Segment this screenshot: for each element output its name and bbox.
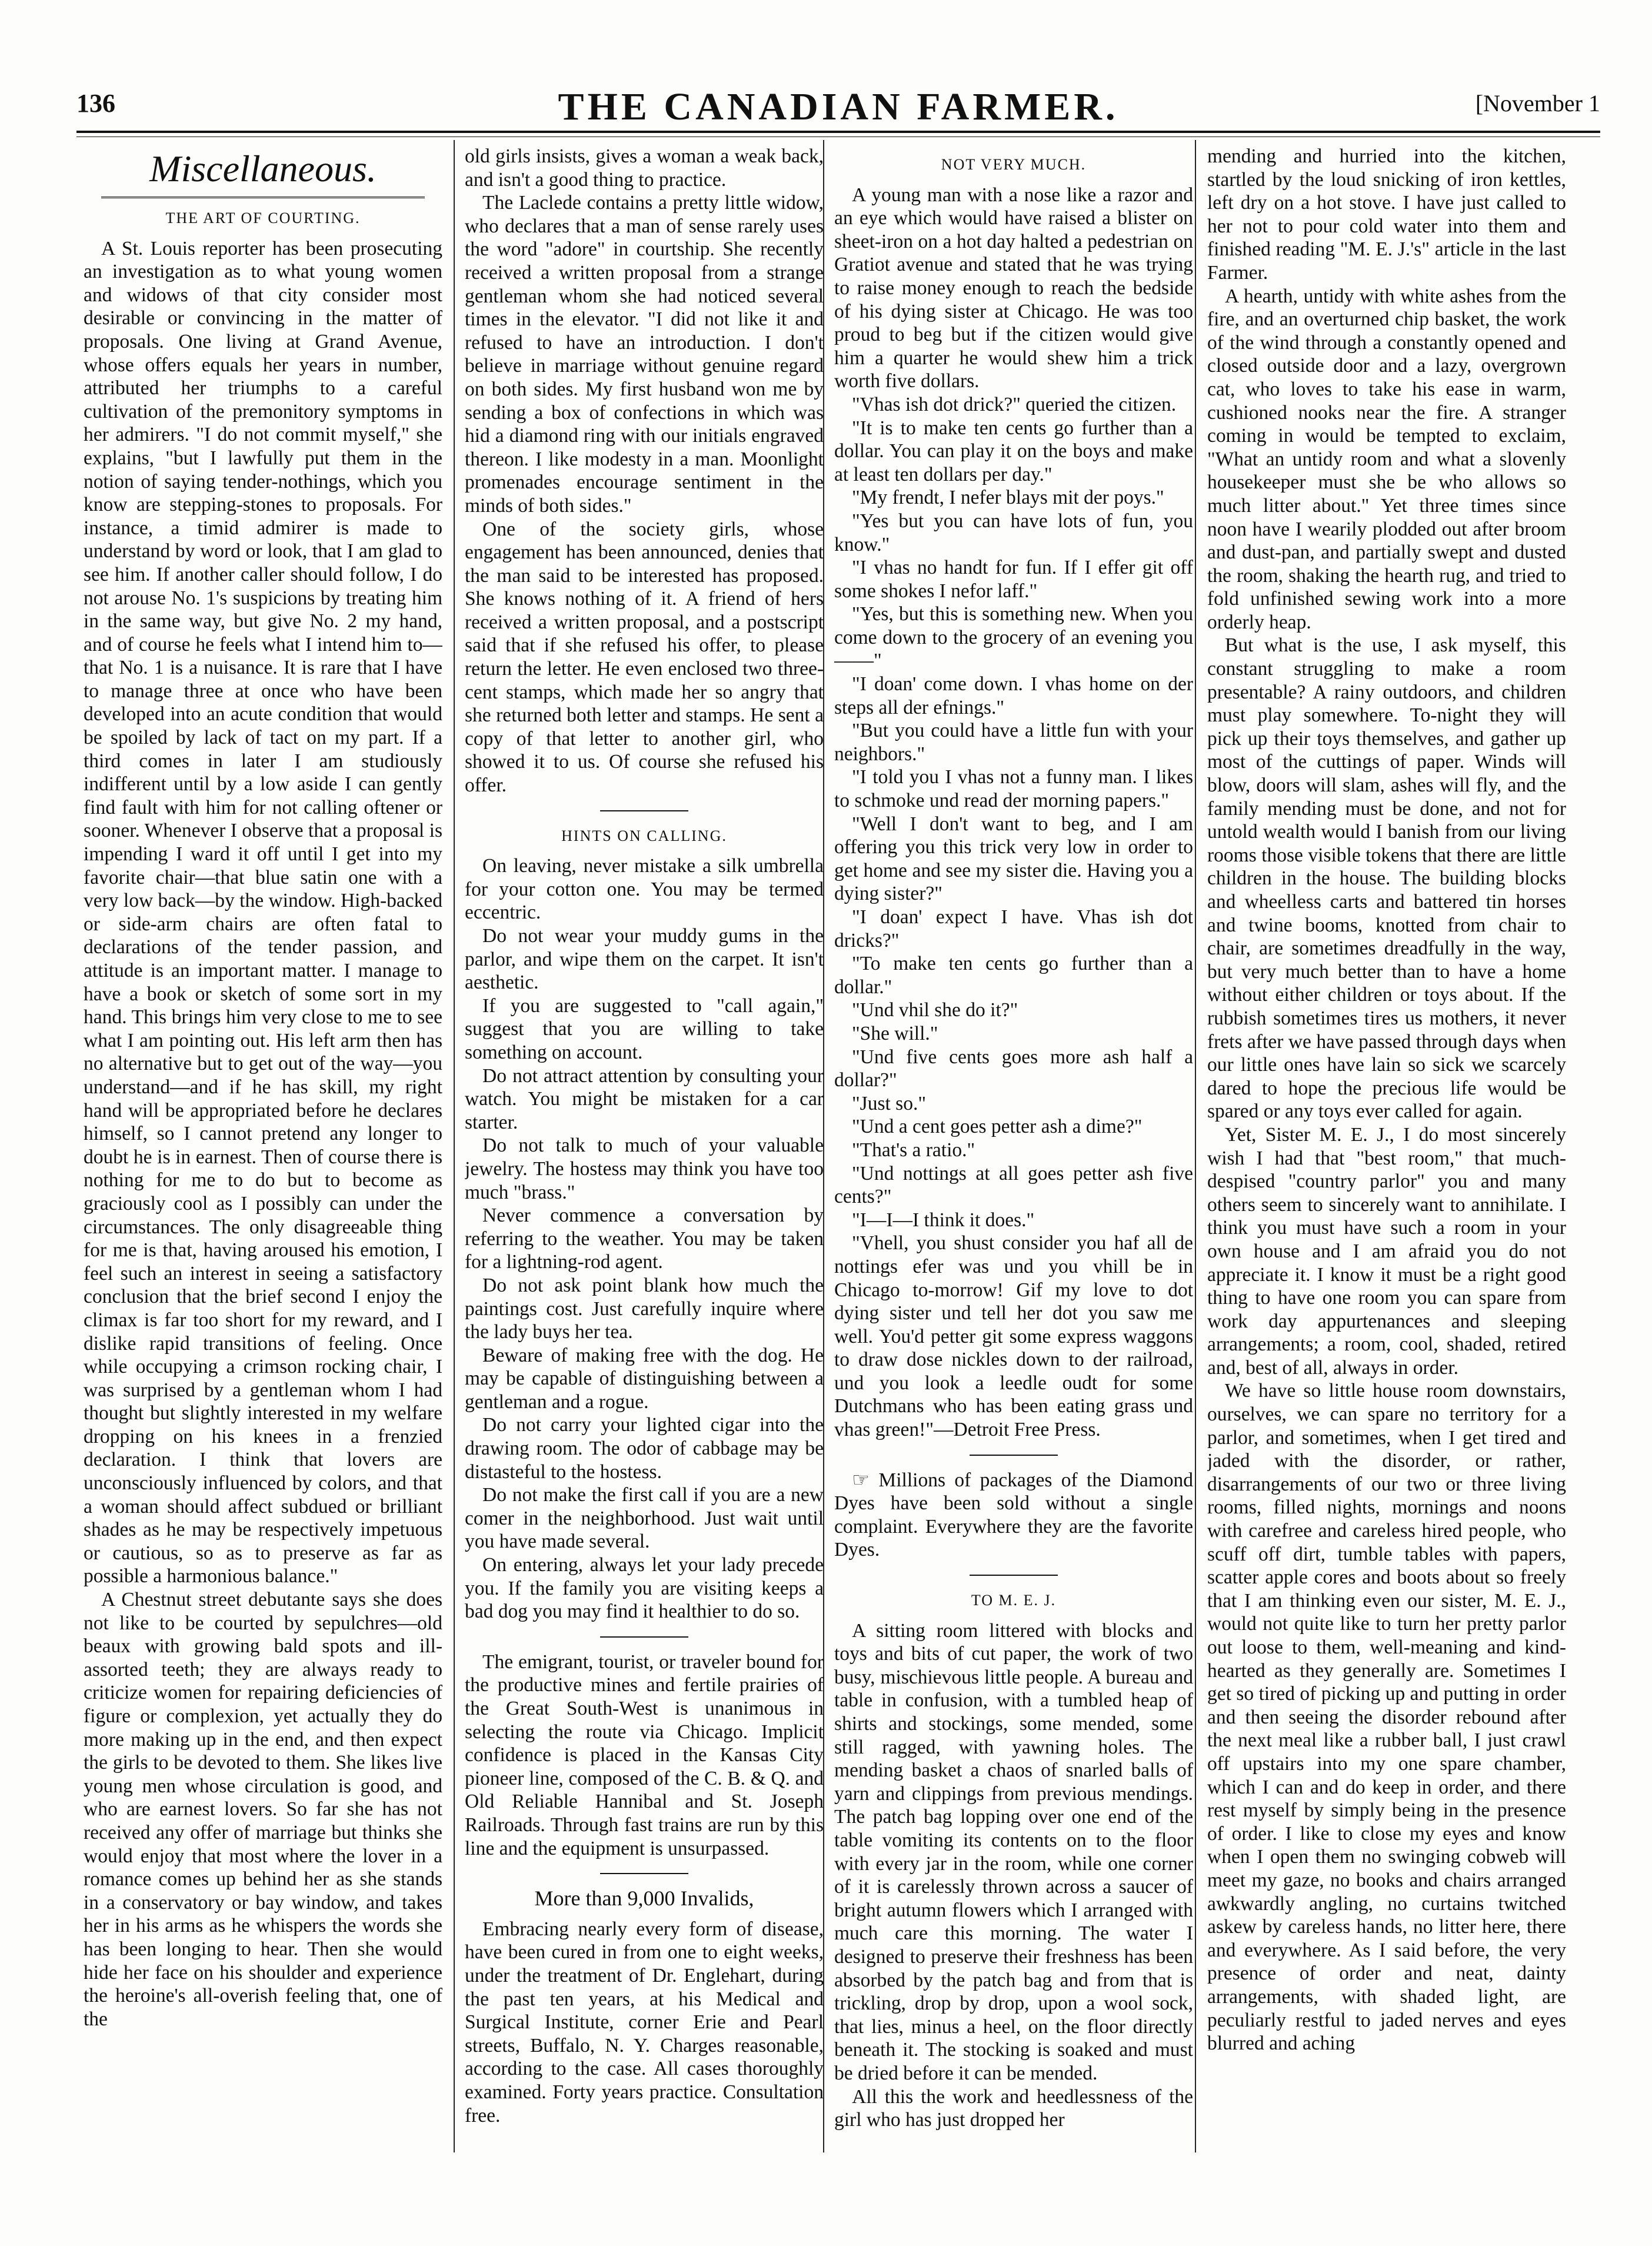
article-paragraph: A Chestnut street debutante says she does not like to be courted by sepulchres—old beaux with growing bald spots and ill-assorted teeth; they are always ready to criticize women for repairing deficiencies of figure or complexion, yet actually they do more making up in the end, and then expect the girls to be devoted to them. She likes live young men whose circulation is good, and who are earnest lovers. So far she has not received any offer of marriage but thinks she would enjoy that most where the lover in a romance comes up behind her as she stands in a conservatory or bay window, and takes her in his arms as he whispers the words she has been longing to hear. Then she would hide her face on his shoulder and experience the heroine's all-overish feeling that, one of the: [84, 1589, 442, 2030]
column-2: [465, 145, 824, 2151]
article-paragraph: Do not wear your muddy gums in the parlor, and wipe them on the carpet. It isn't aesthetic.: [465, 925, 824, 994]
dyes-notice: [834, 1469, 1193, 1562]
article-paragraph: "Yes, but this is something new. When you come down to the grocery of an evening you——": [834, 603, 1193, 672]
article-paragraph: "Und a cent goes petter ash a dime?": [852, 1116, 1143, 1138]
article-paragraph: "It is to make ten cents go further than a dollar. You can play it on the boys and make at least ten dollars per day.": [834, 417, 1193, 485]
page-number: 136: [76, 89, 115, 118]
column-rule: [1195, 140, 1196, 2152]
issue-date: [November 1: [1475, 90, 1600, 117]
article-paragraph: "My frendt, I nefer blays mit der poys.": [852, 487, 1164, 509]
article-paragraph: Beware of making free with the dog. He may be capable of distinguishing between a gentleman and a rogue.: [465, 1344, 824, 1413]
masthead: [76, 85, 1600, 132]
article-paragraph: The emigrant, tourist, or traveler bound for the productive mines and fertile prairies of the Great South-West is unanimous in selecting the route via Chicago. Implicit confidence is placed in the Kansas City pioneer line, composed of the C. B. & Q. and Old Reliable Hannibal and St. Joseph Railroads. Through fast trains are run by this line and the equipment is unsurpassed.: [465, 1651, 824, 1859]
column-1: [84, 145, 442, 2151]
newspaper-title: THE CANADIAN FARMER.: [558, 85, 1119, 128]
column-4: [1207, 145, 1566, 2151]
article-paragraph: We have so little house room downstairs, ourselves, we can spare no territory for a parlor, and sometimes, when I get tired and jaded with the disorder, or rather, disarrangements of our two or three living rooms, filled nights, mornings and noons with carefree and careless hired people, who scuff off dirt, tumble tables with papers, scatter apple cores and boots about so freely that I am thinking even our sister, M. E. J., would not quite like to turn her pretty parlor out loose to them, well-meaning and kind-hearted as they generally are. Sometimes I get so tired of picking up and putting in order and then seeing the disorder rebound after the next meal like a rubber ball, I just crawl off upstairs into my one spare chamber, which I can and do keep in order, and there rest myself by simply being in the presence of order. I like to close my eyes and know when I open them no swinging cobweb will meet my gaze, no books and chairs arranged awkwardly angling, no curtains twitched askew by careless hands, no litter here, there and everywhere. As I said before, the very presence of order and neat, dainty arrangements, with shaded light, are peculiarly restful to jaded nerves and eyes blurred and aching: [1207, 1380, 1566, 2055]
section-title: Miscellaneous.: [149, 148, 377, 189]
article-paragraph: Do not ask point blank how much the paintings cost. Just carefully inquire where the lady buys her tea.: [465, 1274, 824, 1343]
article-paragraph: A sitting room littered with blocks and toys and bits of cut paper, the work of two busy, mischievous little people. A bureau and table in confusion, with a tumbled heap of shirts and stockings, some mended, some still ragged, with yawning holes. The mending basket a chaos of snarled balls of yarn and clippings from previous mendings. The patch bag lopping over one end of the table vomiting its contents on to the floor with every jar in the room, while one corner of it is carelessly thrown across a saucer of bright autumn flowers which I arranged with much care this morning. The water I designed to preserve their freshness has been absorbed by the patch bag and from that is trickling, drop by drop, upon a wool sock, that lies, minus a heel, on the floor directly beneath it. The stocking is soaked and must be dried before it can be mended.: [834, 1619, 1193, 2084]
article-separator: [600, 1636, 688, 1638]
article-paragraph: "Well I don't want to beg, and I am offering you this trick very low in order to get home and see my sister die. Having you a dying sister?": [834, 813, 1193, 905]
article-paragraph: "Und vhil she do it?": [852, 999, 1018, 1021]
masthead-rule: [76, 131, 1600, 133]
article-separator: [970, 1455, 1058, 1456]
article-paragraph: "That's a ratio.": [852, 1139, 975, 1161]
dyes-notice-text: Millions of packages of the Diamond Dyes have been sold without a single complaint. Everywhere they are the favorite Dyes.: [834, 1469, 1193, 1561]
article-paragraph: Do not talk to much of your valuable jewelry. The hostess may think you have too much "brass.": [465, 1134, 824, 1203]
column-rule: [454, 140, 455, 2152]
article-paragraph: "Und nottings at all goes petter ash five cents?": [834, 1162, 1193, 1208]
article-paragraph: Do not attract attention by consulting your watch. You might be mistaken for a car starter.: [465, 1064, 824, 1133]
article-paragraph: A young man with a nose like a razor and an eye which would have raised a blister on sheet-iron on a hot day halted a pedestrian on Gratiot avenue and stated that he was trying to raise money enough to reach the bedside of his dying sister at Chicago. He was too proud to beg but if the citizen would give him a quarter he would shew him a trick worth five dollars.: [834, 184, 1193, 392]
advert-heading: More than 9,000 Invalids,: [534, 1886, 754, 1911]
article-paragraph: "Just so.": [852, 1092, 927, 1114]
article-paragraph: But what is the use, I ask myself, this constant struggling to make a room presentable? A rainy outdoors, and children must play somewhere. To-night they will pick up their toys themselves, and gather up most of the cuttings of paper. Winds will blow, doors will slam, ashes will fly, and the family mending must be done, and not for untold wealth would I banish from our living rooms those visible tokens that there are little children in the house. The building blocks and wheelless carts and battered tin horses and twine booms, knotted from chair to chair, are sometimes dreadfully in the way, but very much better than to have a home without either children or toys about. If the rubbish sometimes tires us mothers, it never frets after we have passed through days when our little ones have lain so sick we scarcely dared to hope the precious life would be spared or any toys ever called for again.: [1207, 634, 1566, 1123]
article-paragraph: Yet, Sister M. E. J., I do most sincerely wish I had that "best room," that much-despised "country parlor" you and many others seem to sincerely want to annihilate. I think you must have such a room in your own house and I am afraid you do not appreciate it. I know it must be a right good thing to have one room you can spare from work day appurtenances and sleeping arrangements; a room, cool, shaded, retired and, best of all, always in order.: [1207, 1123, 1566, 1379]
article-paragraph: "Yes but you can have lots of fun, you know.": [834, 510, 1193, 555]
article-paragraph: On leaving, never mistake a silk umbrella for your cotton one. You may be termed eccentric.: [465, 855, 824, 924]
article-heading: TO M. E. J.: [971, 1592, 1057, 1609]
pointing-hand-icon: ☞: [852, 1469, 870, 1491]
article-separator: [600, 810, 688, 811]
article-paragraph: "But you could have a little fun with your neighbors.": [834, 720, 1193, 765]
article-paragraph: The Laclede contains a pretty little widow, who declares that a man of sense rarely uses the word "adore" in courtship. She recently received a written proposal from a strange gentleman whom she had noticed several times in the elevator. "I did not like it and refused to have an introduction. I don't believe in marriage without genuine regard on both sides. My first husband won me by sending a box of confections in which was hid a diamond ring with our initials engraved thereon. I like modesty in a man. Moonlight promenades encourage sentiment in the minds of both sides.": [465, 192, 824, 517]
article-paragraph: "I told you I vhas not a funny man. I likes to schmoke und read der morning papers.": [834, 766, 1193, 812]
article-paragraph: mending and hurried into the kitchen, startled by the loud snicking of iron kettles, left dry on a hot stove. I have just called to her not to pour cold water into them and finished reading "M. E. J.'s" article in the last Farmer.: [1207, 145, 1566, 284]
article-paragraph: "To make ten cents go further than a dollar.": [834, 953, 1193, 998]
article-paragraph: "Vhas ish dot drick?" queried the citizen.: [852, 393, 1177, 415]
article-paragraph: "Und five cents goes more ash half a dollar?": [834, 1046, 1193, 1092]
article-paragraph: old girls insists, gives a woman a weak back, and isn't a good thing to practice.: [465, 145, 824, 191]
article-paragraph: Never commence a conversation by referring to the weather. You may be taken for a lightning-rod agent.: [465, 1204, 824, 1273]
article-paragraph: Do not make the first call if you are a new comer in the neighborhood. Just wait until you have made several.: [465, 1484, 824, 1553]
article-paragraph: Do not carry your lighted cigar into the drawing room. The odor of cabbage may be distasteful to the hostess.: [465, 1414, 824, 1483]
advert-paragraph: Embracing nearly every form of disease, have been cured in from one to eight weeks, under the treatment of Dr. Englehart, during the past ten years, at his Medical and Surgical Institute, corner Erie and Pearl streets, Buffalo, N. Y. Charges reasonable, according to the case. All cases thoroughly examined. Forty years practice. Consultation free.: [465, 1918, 824, 2127]
article-paragraph: If you are suggested to "call again," suggest that you are willing to take something on account.: [465, 994, 824, 1063]
article-paragraph: A hearth, untidy with white ashes from the fire, and an overturned chip basket, the work of the wind through a constantly opened and closed outside door and a lazy, overgrown cat, who loves to take his ease in warm, cushioned nooks near the fire. A stranger coming in would be tempted to exclaim, "What an untidy room and what a slovenly housekeeper must she be who allows so much litter about." Yet three times since noon have I wearily plodded out after broom and dust-pan, and partially swept and dusted the room, shaking the hearth rug, and tried to fold unfinished sewing work into a more orderly heap.: [1207, 285, 1566, 633]
article-paragraph: "She will.": [852, 1022, 938, 1044]
article-paragraph: "I vhas no handt for fun. If I effer git off some shokes I nefor laff.": [834, 557, 1193, 602]
article-paragraph: "I doan' come down. I vhas home on der steps all der efnings.": [834, 673, 1193, 718]
section-rule: [101, 197, 425, 198]
article-paragraph: "Vhell, you shust consider you haf all de nottings efer was und you vhill be in Chicago to-morrow! Gif my love to dot dying sister und tell her dot you saw me well. You'd petter git some express waggons to draw dose nickles down to der railroad, und you look a leedle oudt for some Dutchmans who has been eating grass und vhas green!"—Detroit Free Press.: [834, 1232, 1193, 1441]
article-heading: THE ART OF COURTING.: [165, 209, 361, 227]
article-separator: [970, 1575, 1058, 1576]
column-3: [834, 145, 1193, 2151]
article-heading: NOT VERY MUCH.: [941, 156, 1087, 173]
article-paragraph: A St. Louis reporter has been prosecuting an investigation as to what young women and widows of that city consider most desirable or convincing in the matter of proposals. One living at Grand Avenue, whose offers equals her years in number, attributed her triumphs to a careful cultivation of the premonitory symptoms in her admirers. "I do not commit myself," she explains, "but I lawfully put them in the notion of saying tender-nothings, which you know are stepping-stones to proposals. For instance, a timid admirer is made to understand by word or look, that I am glad to see him. If another caller should follow, I do not arouse No. 1's suspicions by treating him in the same way, but give No. 2 my hand, and of course he feels what I intend him to—that No. 1 is a nuisance. It is rare that I have to manage three at once who have been developed into an acute condition that would be spoiled by lack of tact on my part. If a third comes in later I am studiously indifferent until by a low aside I can gently find fault with him for not calling oftener or sooner. Whenever I observe that a proposal is impending I ward it off until I get into my favorite chair—that blue satin one with a very low back—by the window. High-backed or side-arm chairs are often fatal to declarations of the tender passion, and attitude is an important matter. I manage to have a book or sketch of some sort in my hand. This brings him very close to me to see what I am pointing out. His left arm then has no alternative but to get out of the way—you understand—and if he has skill, my right hand will be appropriated before he declares himself, so I cannot pretend any longer to doubt he is in earnest. Then of course there is nothing for me to do but to become as graciously cool as I possibly can under the circumstances. The only disagreeable thing for me is that, having aroused his emotion, I feel such an interest in seeing a satisfactory conclusion that the brief second I enjoy the climax is far too short for my reward, and I dislike rapid transitions of feeling. Once while occupying a crimson rocking chair, I was surprised by a gentleman whom I had thought but slightly interested in my welfare dropping on his knees in a frenzied declaration. I think that lovers are unconsciously influenced by colors, and that a woman should affect subdued or brilliant shades as he may be respectively impetuous or cautious, so as to preserve as far as possible a harmonious balance.": [84, 237, 442, 1588]
article-paragraph: On entering, always let your lady precede you. If the family you are visiting keeps a bad dog you may find it healthier to do so.: [465, 1554, 824, 1623]
article-separator: [600, 1873, 688, 1874]
article-paragraph: "I doan' expect I have. Vhas ish dot dricks?": [834, 906, 1193, 951]
article-paragraph: One of the society girls, whose engagement has been announced, denies that the man said to be interested has proposed. She knows nothing of it. A friend of hers received a written proposal, and a postscript said that if she refused his offer, to please return the letter. He even enclosed two three-cent stamps, which made her so angry that she returned both letter and stamps. He sent a copy of that letter to another girl, who showed it to us. Of course she refused his offer.: [465, 518, 824, 797]
article-paragraph: All this the work and heedlessness of the girl who has just dropped her: [834, 2085, 1193, 2131]
article-paragraph: "I—I—I think it does.": [852, 1209, 1035, 1231]
article-heading: HINTS ON CALLING.: [561, 827, 727, 844]
